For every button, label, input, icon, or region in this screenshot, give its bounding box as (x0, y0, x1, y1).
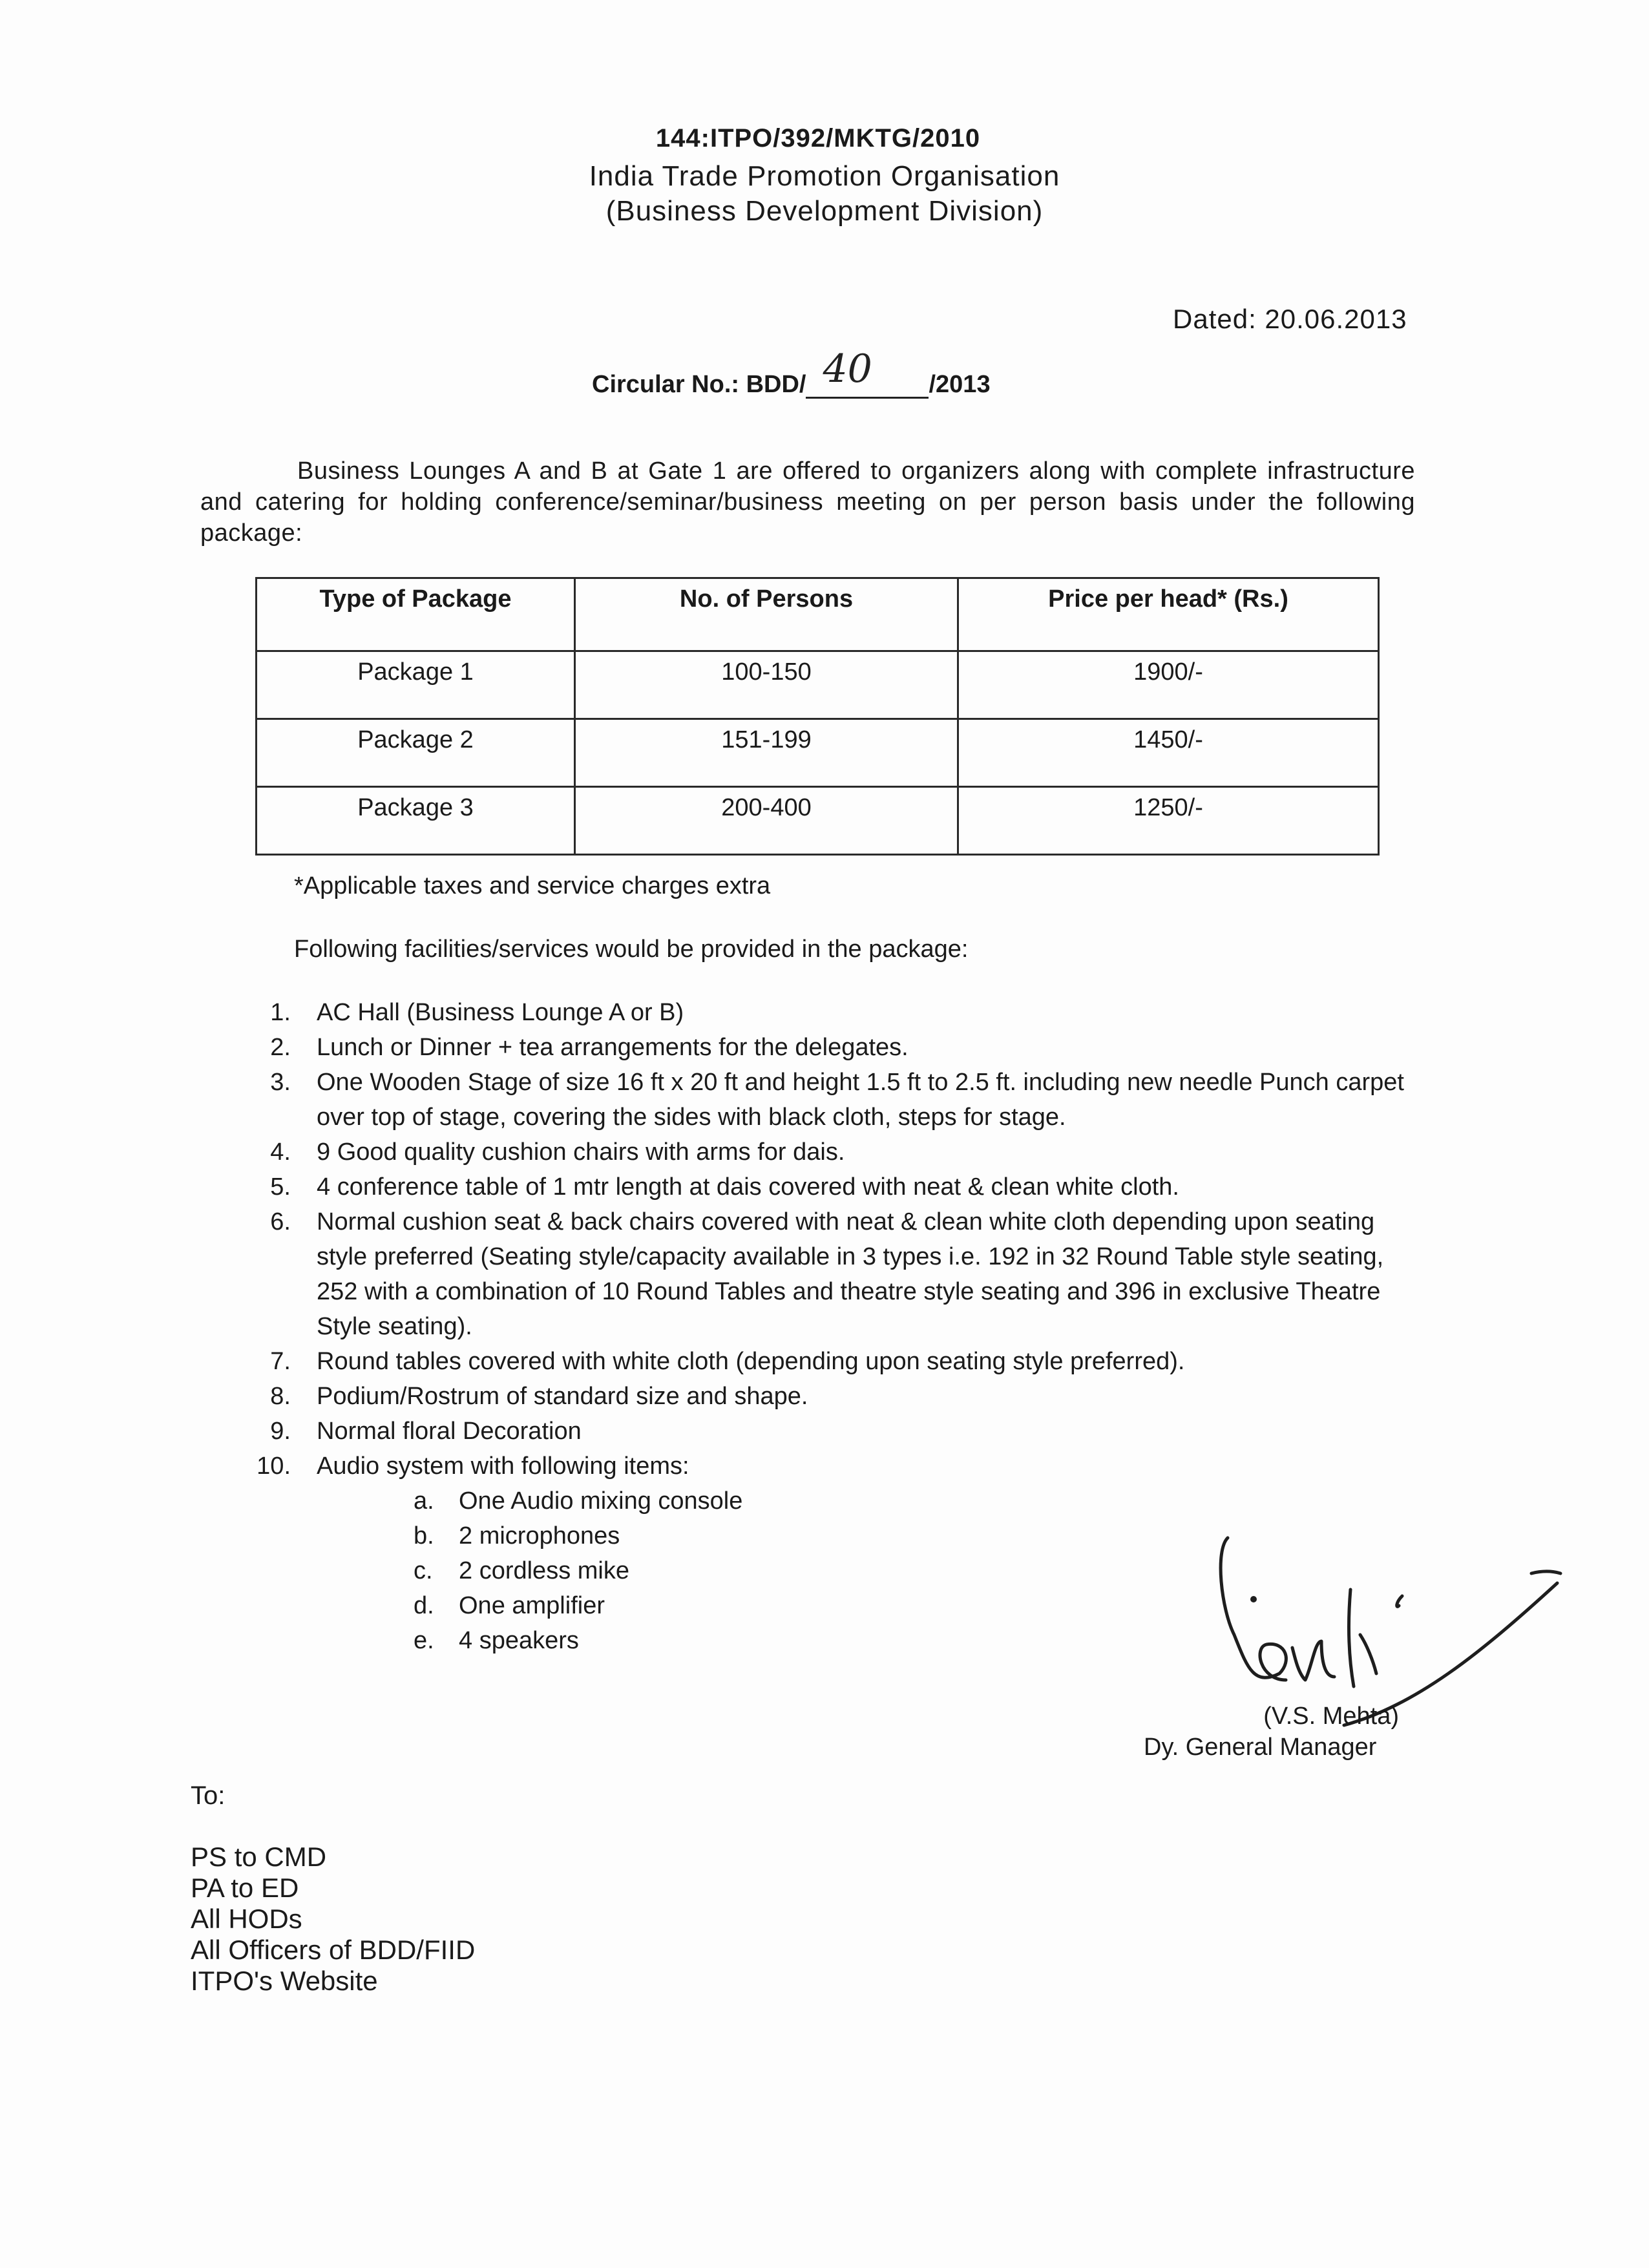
list-item: 8. Podium/Rostrum of standard size and shape. (270, 1383, 808, 1410)
table-row (257, 651, 1379, 719)
audio-items-list (317, 1484, 742, 1658)
list-item: 4. 9 Good quality cushion chairs with arms for dais. (270, 1139, 845, 1166)
list-item: PA to ED (191, 1873, 299, 1903)
cell-persons: 100-150 (575, 651, 958, 719)
table-row (257, 719, 1379, 787)
list-item: 7. Round tables covered with white cloth (depending upon seating style preferred). (270, 1348, 1185, 1375)
cell-persons: 200-400 (575, 787, 958, 855)
cell-price: 1450/- (958, 719, 1379, 787)
signature-icon (1208, 1512, 1570, 1770)
table-header-row (257, 578, 1379, 651)
sub-list-item: a. One Audio mixing console (414, 1487, 743, 1515)
recipients-list (191, 1842, 475, 1997)
intro-paragraph: Business Lounges A and B at Gate 1 are offered to organizers along with complete infrastructure and catering for holding conference/seminar/business meeting on per person basis under the following package: (200, 457, 1415, 547)
cell-persons: 151-199 (575, 719, 958, 787)
list-item: 2. Lunch or Dinner + tea arrangements for the delegates. (270, 1034, 909, 1061)
list-item: ITPO's Website (191, 1966, 378, 1996)
sub-list-item: b. 2 microphones (414, 1522, 620, 1549)
circular-suffix: /2013 (929, 371, 991, 398)
sub-list-item: e. 4 speakers (414, 1627, 579, 1654)
cell-package: Package 3 (257, 787, 575, 855)
signatory-designation: Dy. General Manager (1144, 1734, 1377, 1761)
cell-price: 1900/- (958, 651, 1379, 719)
list-item: 3. One Wooden Stage of size 16 ft x 20 ft and height 1.5 ft to 2.5 ft. including new needle Punch carpet over top of stage, covering the sides with black cloth, steps for stage. (270, 1069, 1404, 1131)
reference-number: 144:ITPO/392/MKTG/2010 (655, 124, 981, 152)
cell-price: 1250/- (958, 787, 1379, 855)
header-persons: No. of Persons (575, 578, 958, 651)
organisation-name: India Trade Promotion Organisation (589, 160, 1060, 192)
list-item: 9. Normal floral Decoration (270, 1418, 582, 1445)
to-label: To: (191, 1781, 226, 1810)
date-line: Dated: 20.06.2013 (1173, 304, 1407, 334)
division-name: (Business Development Division) (605, 195, 1044, 227)
circular-number (592, 346, 991, 399)
table-row (257, 787, 1379, 855)
package-table (255, 577, 1380, 856)
sub-list-item: c. 2 cordless mike (414, 1557, 629, 1584)
list-item: All HODs (191, 1904, 302, 1934)
header-type: Type of Package (257, 578, 575, 651)
circular-prefix: Circular No.: BDD/ (592, 371, 806, 398)
circular-handwritten-number: 40 (823, 346, 872, 392)
tax-note: *Applicable taxes and service charges extra (294, 872, 771, 899)
sub-list-item: d. One amplifier (414, 1592, 605, 1619)
facilities-intro: Following facilities/services would be provided in the package: (294, 936, 969, 963)
list-item: All Officers of BDD/FIID (191, 1935, 476, 1965)
circular-blank (806, 346, 929, 399)
cell-package: Package 2 (257, 719, 575, 787)
list-item: 1. AC Hall (Business Lounge A or B) (270, 999, 684, 1026)
cell-package: Package 1 (257, 651, 575, 719)
list-item: 5. 4 conference table of 1 mtr length at dais covered with neat & clean white cloth. (270, 1173, 1179, 1201)
list-item: 10. Audio system with following items: (257, 1453, 689, 1480)
list-item: 6. Normal cushion seat & back chairs covered with neat & clean white cloth depending upon seating style preferred (Seating style/capacity available in 3 types i.e. 192 in 32 Round Table style seating, 252 with a combination of 10 Round Tables and theatre style seating and 396 in exclusive Theatre Style seating). (270, 1208, 1384, 1340)
list-item: PS to CMD (191, 1842, 327, 1872)
header-price: Price per head* (Rs.) (958, 578, 1379, 651)
signatory-name: (V.S. Mehta) (1263, 1703, 1399, 1730)
